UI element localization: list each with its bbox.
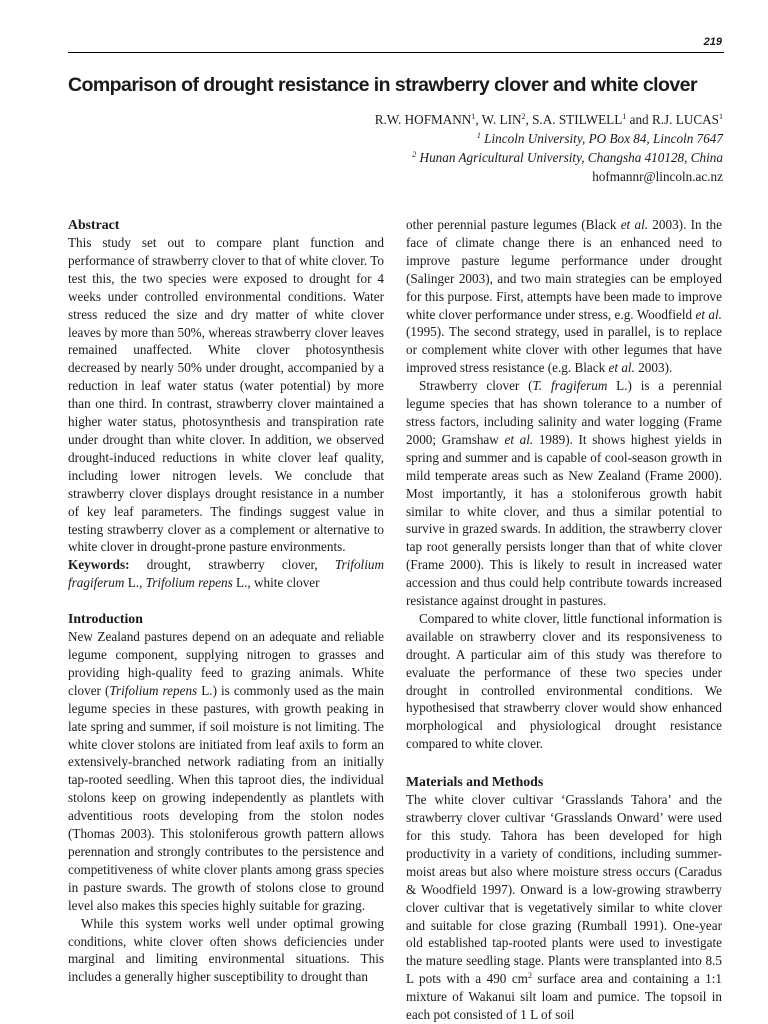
author-sup: 1: [622, 112, 627, 121]
abstract-text: This study set out to compare plant function and performance of strawberry clover to that of white clover. To test this, the two species were exposed to drought for 4 weeks under controlled environmental conditions. Water stress reduced the size and dry matter of white clover leaves by more than 50%, whereas strawberry clover leaves remained unaffected. White clover photosynthesis decreased by nearly 50% under drought, accompanied by a reduction in leaf water status (water potential) by more than one third. In contrast, strawberry clover maintained a higher water status, photosynthesis and transpiration rate under drought than white clover. In addition, we observed drought-induced reductions in white clover leaf quality, including lower nitrogen levels. We conclude that strawberry clover displays drought resistance in a number of key leaf parameters. The findings suggest value in testing strawberry clover as a complement or alternative to white clover in drought-prone pasture environments.: [68, 235, 384, 555]
keywords-label: Keywords:: [68, 557, 130, 573]
italic-term: Trifolium repens: [109, 682, 198, 698]
text-run: L., white clover: [232, 575, 320, 591]
author-sup: 1: [471, 112, 476, 121]
author-email: hofmannr@lincoln.ac.nz: [592, 169, 723, 184]
keywords: [68, 556, 384, 592]
text-run: While this system works well under optimal growing conditions, white clover often shows deficiencies under marginal and limiting environmental situations. This includes a generally higher susceptibility to drought than: [68, 915, 384, 985]
author-block: [123, 110, 723, 186]
intro-aim-paragraph: [406, 610, 722, 753]
text-run: Strawberry clover (: [419, 378, 533, 394]
right-column: [406, 216, 722, 1024]
affiliation-text: Hunan Agricultural University, Changsha 410128, China: [419, 150, 723, 165]
italic-term: et al.: [620, 217, 649, 232]
affiliation-1: [123, 129, 723, 148]
author-sup: 1: [719, 112, 723, 121]
text-run: New Zealand pastures depend on an adequate and reliable legume component, supplying nitrogen to grasses and providing high-quality feed to grazing animals. White clover (: [68, 629, 384, 698]
intro-continued-paragraph: [406, 216, 722, 377]
author-line: [123, 110, 723, 129]
spacer: [68, 592, 384, 610]
text-run: (1995). The second strategy, used in parallel, is to replace or complement white clover with other legumes that have improved stress resistance (e.g. Black: [406, 324, 722, 376]
text-run: L.) is commonly used as the main legume species in these pastures, with growth peaking in late spring and summer, if soil moisture is not limiting. The white clover stolons are initiated from leaf axils to form an extensively-branched network radiating from an initially tap-rooted seedling. When this taproot dies, the individual stolons keep on growing independently as plantlets with adventitious roots developing from the stolon nodes (Thomas 2003). This stoloniferous growth pattern allows perennation and strongly contributes to the persistence and competitiveness of white clover plants among grass species in pasture swards. The growth of stolons close to ground level also makes this species highly suitable for grazing.: [68, 682, 384, 913]
text-run: 2003).: [634, 360, 673, 376]
spacer: [406, 753, 722, 773]
author-sup: 2: [521, 112, 526, 121]
methods-heading: Materials and Methods: [406, 774, 544, 790]
affiliation-sup: 1: [476, 131, 481, 140]
italic-term: et al.: [504, 431, 534, 447]
paper-title: Comparison of drought resistance in strawberry clover and white clover: [68, 74, 698, 96]
text-run: Compared to white clover, little functional information is available on strawberry clover and its responsiveness to drought. A particular aim of this study was therefore to evaluate the performance of these two species under drought in controlled environmental conditions. We hypothesised that strawberry clover would show enhanced morphological and physiological drought resistance compared to white clover.: [406, 610, 722, 752]
text-run: 1989). It shows highest yields in spring and summer and is capable of cool-season growth in mild temperate areas such as New Zealand (Frame 2000). Most importantly, it has a stoloniferous growth habit similar to white clover, and thus a similar potential to survive in grazed swards. In addition, the strawberry clover tap root generally persists longer than that of white clover (Frame 2000). This is likely to result in increased water accession and thus could help contribute towards increased resistance against drought in pastures.: [406, 431, 722, 609]
affiliation-sup: 2: [412, 150, 417, 159]
text-run: The white clover cultivar ‘Grasslands Tahora’ and the strawberry clover cultivar ‘Grasslands Onward’ were used for this study. Tahora has been developed for high productivity in a variety of conditions, including summer-moist areas but also where moisture stress occurs (Caradus & Woodfield 1997). Onward is a low-growing strawberry clover cultivar that is vegetatively similar to white clover and suitable for close grazing (Rumball 1991). One-year old established tap-rooted plants were used to investigate the mature seedling stage. Plants were transplanted into 8.5 L pots with a 490 cm: [406, 792, 722, 987]
methods-paragraph-1: [406, 791, 722, 1024]
author-name: , S.A. STILWELL: [525, 112, 623, 127]
page-number: 219: [703, 36, 722, 48]
author-name: and R.J. LUCAS: [626, 112, 719, 127]
italic-term: Trifolium repens: [145, 575, 233, 591]
italic-term: et al.: [608, 360, 635, 376]
text-run: L.) is a perennial legume species that has shown tolerance to a number of stress factors, including salinity and water logging (Frame 2000; Gramshaw: [406, 378, 722, 447]
text-run: drought, strawberry clover,: [129, 557, 335, 573]
text-run: other perennial pasture legumes (Black: [406, 217, 621, 232]
text-run: surface area and containing a 1:1 mixture of Wakanui silt loam and pumice. The topsoil in each pot consisted of 1 L of soil: [406, 971, 722, 1023]
author-name: , W. LIN: [475, 112, 522, 127]
introduction-heading: Introduction: [68, 611, 143, 627]
italic-term: Trifolium fragiferum: [68, 557, 384, 591]
left-column: [68, 216, 384, 986]
italic-term: T. fragiferum: [532, 378, 608, 394]
affiliation-text: Lincoln University, PO Box 84, Lincoln 7647: [484, 131, 723, 146]
italic-term: et al.: [695, 306, 722, 322]
text-run: 2003). In the face of climate change there is an enhanced need to improve pasture legume performance under drought (Salinger 2003), and two main strategies can be employed for this purpose. First, attempts have been made to improve white clover performance under stress, e.g. Woodfield: [406, 217, 722, 322]
intro-strawberry-paragraph: [406, 377, 722, 610]
affiliation-2: [123, 148, 723, 167]
header-rule: [68, 52, 724, 53]
text-run: L.,: [124, 575, 146, 591]
author-name: R.W. HOFMANN: [374, 112, 472, 127]
intro-paragraph-2: [68, 915, 384, 987]
abstract-heading: Abstract: [68, 217, 120, 232]
intro-paragraph-1: [68, 628, 384, 915]
superscript: 2: [527, 971, 532, 981]
